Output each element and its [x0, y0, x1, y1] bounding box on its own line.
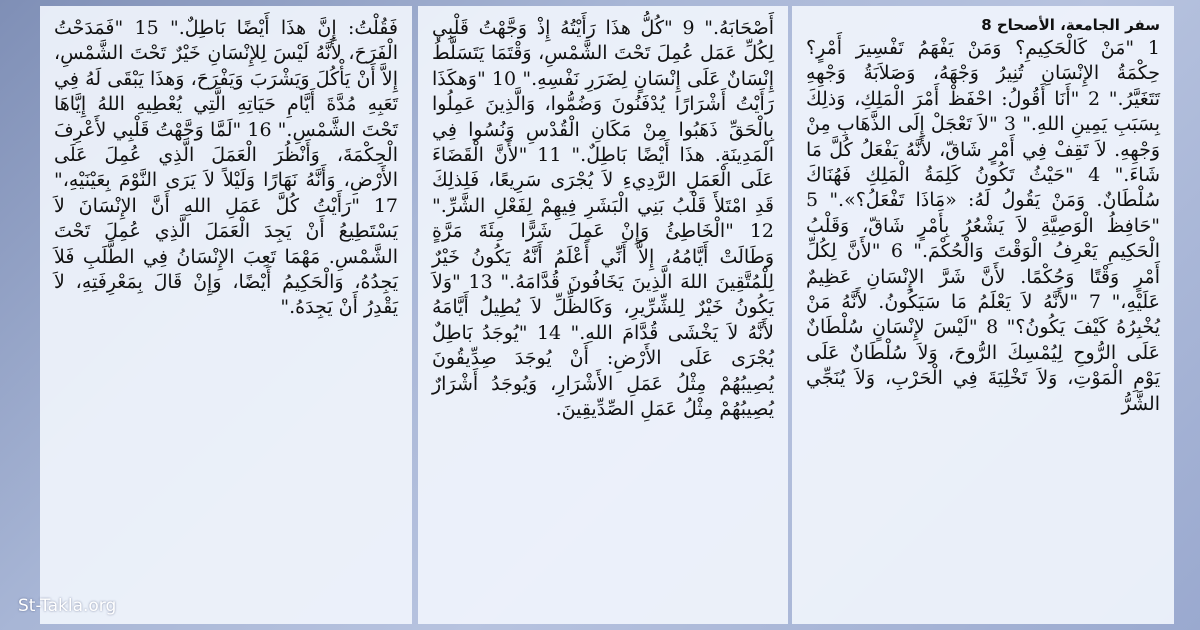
text-column-right — [792, 6, 1174, 624]
verses-1-8: 1 "مَنْ كَالْحَكِيمِ؟ وَمَنْ يَفْهَمُ تَفْسِيرَ أَمْرٍ؟ حِكْمَةُ الإِنْسَانِ تُنِيرُ وَجْهَهُ، وَصَلاَبَةُ وَجْهِهِ تَتَغَيَّرُ." 2 "أَنَا أَقُولُ: احْفَظْ أَمْرَ الْمَلِكِ، وَذلِكَ بِسَبَبِ يَمِينِ اللهِ." 3 "لاَ تَعْجَلْ إِلَى الذَّهَابِ مِنْ وَجْهِهِ. لاَ تَقِفْ فِي أَمْرٍ شَاقّ، لأَنَّهُ يَفْعَلُ كُلَّ مَا شَاءَ." 4 "حَيْثُ تَكُونُ كَلِمَةُ الْمَلِكِ فَهُنَاكَ سُلْطَانٌ. وَمَنْ يَقُولُ لَهُ: «مَاذَا تَفْعَلُ؟»." 5 "حَافِظُ الْوَصِيَّةِ لاَ يَشْعُرُ بِأَمْرٍ شَاقّ، وَقَلْبُ الْحَكِيمِ يَعْرِفُ الْوَقْتَ وَالْحُكْمَ." 6 "لأَنَّ لِكُلِّ أَمْرٍ وَقْتًا وَحُكْمًا. لأَنَّ شَرَّ الإِنْسَانِ عَظِيمٌ عَلَيْهِ،" 7 "لأَنَّهُ لاَ يَعْلَمُ مَا سَيَكُونُ. لأَنَّهُ مَنْ يُخْبِرُهُ كَيْفَ يَكُونُ؟" 8 "لَيْسَ لإِنْسَانٍ سُلْطَانٌ عَلَى الرُّوحِ لِيُمْسِكَ الرُّوحَ، وَلاَ سُلْطَانٌ عَلَى يَوْمِ الْمَوْتِ، وَلاَ تَخْلِيَةَ فِي الْحَرْبِ، وَلاَ يُنَجِّي الشَّرُّ — [806, 37, 1161, 415]
site-watermark: St-Takla.org — [18, 596, 117, 616]
text-column-middle — [418, 6, 788, 624]
text-column-left — [40, 6, 412, 624]
verses-8-14: أَصْحَابَهُ." 9 "كُلُّ هذَا رَأَيْتُهُ إِذْ وَجَّهْتُ قَلْبِي لِكُلِّ عَمَل عُمِلَ تَحْتَ الشَّمْسِ، وَقْتَمَا يَتَسَلَّطُ إِنْسَانٌ عَلَى إِنْسَانٍ لِضَرَرِ نَفْسِهِ." 10 "وَهكَذَا رَأَيْتُ أَشْرَارًا يُدْفَنُونَ وَضُمُّوا، وَالَّذِينَ عَمِلُوا بِالْحَقِّ ذَهَبُوا مِنْ مَكَانِ الْقُدْسِ وَنُسُوا فِي الْمَدِينَةِ. هذَا أَيْضًا بَاطِلٌ." 11 "لأَنَّ الْقَضَاءَ عَلَى الْعَمَلِ الرَّدِيءِ لاَ يُجْرَى سَرِيعًا، فَلِذلِكَ قَدِ امْتَلأَ قَلْبُ بَنِي الْبَشَرِ فِيهِمْ لِفَعْلِ الشَّرِّ." 12 "الْخَاطِئُ وَإِنْ عَمِلَ شَرًّا مِئَةَ مَرَّةٍ وَطَالَتْ أَيَّامُهُ، إِلاَّ أَنِّي أَعْلَمُ أَنَّهُ يَكُونُ خَيْرٌ لِلْمُتَّقِينَ اللهَ الَّذِينَ يَخَافُونَ قُدَّامَهُ." 13 "وَلاَ يَكُونُ خَيْرٌ لِلشِّرِّيرِ، وَكَالظِّلِّ لاَ يُطِيلُ أَيَّامَهُ لأَنَّهُ لاَ يَخْشَى قُدَّامَ اللهِ." 14 "يُوجَدُ بَاطِلٌ يُجْرَى عَلَى الأَرْضِ: أَنْ يُوجَدَ صِدِّيقُونَ يُصِيبُهُمْ مِثْلُ عَمَلِ الأَشْرَارِ، وَيُوجَدُ أَشْرَارٌ يُصِيبُهُمْ مِثْلُ عَمَلِ الصِّدِّيقِينَ. — [432, 17, 775, 421]
verses-14-17: فَقُلْتُ: إِنَّ هذَا أَيْضًا بَاطِلٌ." 15 "فَمَدَحْتُ الْفَرَحَ، لأَنَّهُ لَيْسَ لِلإِنْسَانِ خَيْرٌ تَحْتَ الشَّمْسِ، إِلاَّ أَنْ يَأْكُلَ وَيَشْرَبَ وَيَفْرَحَ، وَهذَا يَبْقَى لَهُ فِي تَعَبِهِ مُدَّةَ أَيَّامِ حَيَاتِهِ الَّتِي يُعْطِيهِ اللهُ إِيَّاهَا تَحْتَ الشَّمْسِ." 16 "لَمَّا وَجَّهْتُ قَلْبِي لأَعْرِفَ الْحِكْمَةَ، وَأَنْظُرَ الْعَمَلَ الَّذِي عُمِلَ عَلَى الأَرْضِ، وَأَنَّهُ نَهَارًا وَلَيْلاً لاَ يَرَى النَّوْمَ بِعَيْنَيْهِ،" 17 "رَأَيْتُ كُلَّ عَمَلِ اللهِ أَنَّ الإِنْسَانَ لاَ يَسْتَطِيعُ أَنْ يَجِدَ الْعَمَلَ الَّذِي عُمِلَ تَحْتَ الشَّمْسِ. مَهْمَا تَعِبَ الإِنْسَانُ فِي الطَّلَبِ فَلاَ يَجِدُهُ، وَالْحَكِيمُ أَيْضًا، وَإِنْ قَالَ بِمَعْرِفَتِهِ، لاَ يَقْدِرُ أَنْ يَجِدَهُ." — [54, 17, 398, 319]
chapter-title: سفر الجامعة، الأصحاح 8 — [981, 16, 1160, 34]
